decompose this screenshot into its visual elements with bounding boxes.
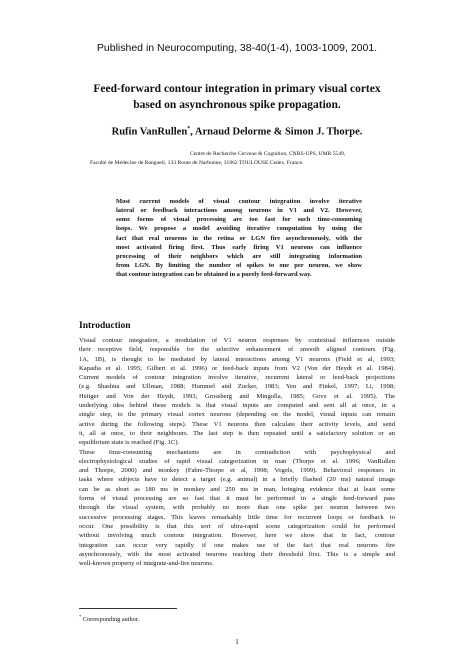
affiliation-line: Faculté de Médecine de Rangueil, 133 Route de Narbonne, 31062 TOULOUSE Cedex. France. xyxy=(90,160,304,166)
abstract-line: fact that real neurons in the retina or LGN fire asynchronously, with the xyxy=(116,234,362,242)
body-line: These time-consuming mechanisms are in contradiction with psychophysical and xyxy=(79,448,395,456)
footnote xyxy=(79,614,139,623)
title-line: based on asynchronous spike propagation. xyxy=(133,99,341,111)
body-line: single step, to the primary visual cortex neurons (depending on the model, visual inputs can remain xyxy=(79,411,395,419)
body-line: Visual contour integration, a modulation of V1 neuron responses by contextual influences outside xyxy=(79,337,395,344)
body-line: underlying idea behind these models is that visual inputs are computed and sent all at once, in a xyxy=(79,402,395,410)
publication-note: Published in Neurocomputing, 38-40(1-4), 1003-1009, 2001. xyxy=(96,42,378,54)
body-line: active during the following steps). These V1 neurons then calculate their activity levels, and send xyxy=(79,420,395,428)
body-line: Heitger and Von der Heydt, 1993; Grossberg and Mingolla, 1985; Gove et al. 1995). The xyxy=(79,392,395,400)
abstract-line: loops. We propose a model avoiding iterative computation by using the xyxy=(116,225,362,233)
body-line: tasks where subjects have to detect a target (e.g. animal) in a briefly flashed (20 ms) natural image xyxy=(79,476,395,484)
footnote-divider xyxy=(79,608,177,609)
title-line: Feed-forward contour integration in primary visual cortex xyxy=(93,83,381,95)
body-line: well-known property of integrate-and-fire neurons. xyxy=(79,560,214,568)
body-line: equilibrium state is reached (Fig. 1C). xyxy=(79,439,180,447)
abstract-line: from LGN. By limiting the number of spikes to one per neuron, we show xyxy=(116,261,362,269)
abstract-line: processing of their neighbors which are still integrating information xyxy=(116,252,362,260)
body-line: without involving much contour integration. However, here we show that in fact, contour xyxy=(79,532,395,540)
body-line: Kapadia et al. 1995; Gilbert et al. 1996) or feed-back inputs from V2 (Von der Heydt et al. 1984). xyxy=(79,364,395,372)
author-name: Rufin VanRullen xyxy=(111,126,188,138)
footnote-text: Corresponding author. xyxy=(81,616,140,624)
body-line: asynchronously, with the most activated neurons reaching their threshold first. This is a simple and xyxy=(79,550,395,558)
footnote-mark: * xyxy=(79,614,82,619)
abstract-line: most activated firing first. Thus early firing V1 neurons can influence xyxy=(116,243,362,251)
body-line: successive processing stages. This leaves remarkably little time for recurrent loops or feedback to xyxy=(79,513,395,521)
abstract-line: that contour integration can be obtained in a purely feed-forward way. xyxy=(116,271,312,279)
paper-title xyxy=(60,81,414,113)
affiliation-line: Centre de Recherche Cerveau & Cognition, CNRS-UPS, UMR 5549, xyxy=(190,151,346,157)
abstract-line: some forms of visual processing are too fast for such time-consuming xyxy=(116,216,362,224)
body-line: through the visual system, with probably no more than one spike per neuron between two xyxy=(79,504,395,512)
introduction-text xyxy=(79,336,395,568)
body-line: electrophysiological studies of rapid visual categorization in man (Thorpe et al. 1996; VanRullen xyxy=(79,457,395,465)
authors xyxy=(0,126,474,138)
page-number: 1 xyxy=(235,638,239,646)
body-line: their receptive field, responsible for the selective enhancement of smooth aligned contours (Fig. xyxy=(79,346,395,354)
body-line: it, all at once, to their neighbours. The last step is then repeated until a satisfactory solution or an xyxy=(79,429,395,437)
abstract-line: lateral or feedback interactions among neurons in V1 and V2. However, xyxy=(116,207,362,215)
abstract xyxy=(116,197,362,279)
body-line: and Thorpe, 2000) and monkey (Fabre-Thorpe et al, 1998; Vogels, 1999). Behavioral responses in xyxy=(79,467,395,475)
body-line: 1A, 1B), is thought to be mediated by lateral interactions among V1 neurons (Field et al, 1993; xyxy=(79,355,395,363)
section-heading: Introduction xyxy=(79,321,131,331)
body-line: occur. One possibility is that this sort of ultra-rapid scene categorization could be performed xyxy=(79,522,395,530)
body-line: integration can occur very rapidly if one makes use of the fact that real neurons fire xyxy=(79,541,395,549)
abstract-line: Most current models of visual contour integration involve iterative xyxy=(116,198,362,205)
body-line: (e.g. Shashua and Ullman, 1988; Hummel and Zucker, 1983; Yen and Finkel, 1997; Li, 1998; xyxy=(79,383,395,391)
body-line: can be as short as 180 ms in monkey and 250 ms in man, bringing evidence that at least some xyxy=(79,485,395,493)
body-line: Current models of contour integration involve iterative, recurrent lateral or feed-back projections xyxy=(79,374,395,382)
author-names-rest: , Arnaud Delorme & Simon J. Thorpe. xyxy=(190,126,363,138)
body-line: forms of visual processing are so fast that it must be performed in a single feed-forward pass xyxy=(79,495,395,503)
corresponding-mark: * xyxy=(187,126,191,132)
